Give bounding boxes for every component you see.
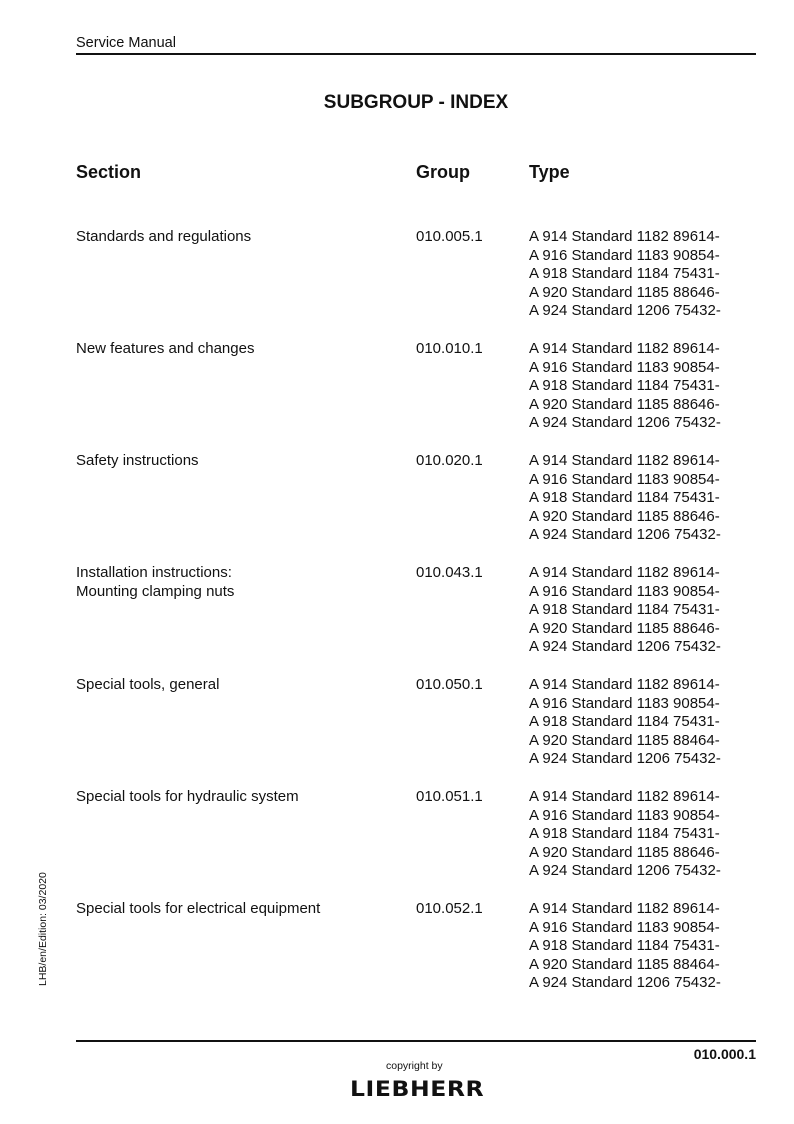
type-entry: A 920 Standard 1185 88464- — [529, 955, 720, 973]
type-entry: A 918 Standard 1184 75431- — [529, 601, 720, 619]
section-label: Standards and regulations — [76, 228, 252, 245]
type-entry: A 920 Standard 1185 88646- — [529, 843, 720, 861]
type-entry: A 924 Standard 1206 75432- — [529, 414, 721, 432]
type-list — [529, 228, 759, 321]
type-entry: A 914 Standard 1182 89614- — [529, 676, 720, 693]
type-entry: A 924 Standard 1206 75432- — [529, 862, 721, 880]
copyright-text: copyright by — [386, 1060, 443, 1072]
type-entry: A 914 Standard 1182 89614- — [529, 228, 720, 245]
header-title: Service Manual — [76, 35, 176, 51]
type-entry: A 914 Standard 1182 89614- — [529, 340, 720, 357]
type-entry: A 924 Standard 1206 75432- — [529, 302, 721, 320]
type-entry: A 916 Standard 1183 90854- — [529, 470, 720, 488]
section-label: Safety instructions — [76, 452, 199, 469]
type-entry: A 914 Standard 1182 89614- — [529, 788, 720, 805]
section-cell — [76, 900, 406, 919]
type-entry: A 918 Standard 1184 75431- — [529, 265, 720, 283]
section-label: New features and changes — [76, 340, 255, 357]
type-entry: A 916 Standard 1183 90854- — [529, 694, 720, 712]
type-entry: A 916 Standard 1183 90854- — [529, 582, 720, 600]
type-entry: A 916 Standard 1183 90854- — [529, 358, 720, 376]
type-list — [529, 452, 759, 545]
group-number: 010.005.1 — [416, 228, 483, 245]
type-entry: A 918 Standard 1184 75431- — [529, 937, 720, 955]
section-cell — [76, 564, 406, 601]
footer-rule — [76, 1040, 756, 1042]
page-number: 010.000.1 — [693, 1046, 756, 1062]
type-entry: A 916 Standard 1183 90854- — [529, 246, 720, 264]
type-entry: A 924 Standard 1206 75432- — [529, 974, 721, 992]
type-entry: A 924 Standard 1206 75432- — [529, 750, 721, 768]
column-header-section: Section — [76, 162, 142, 182]
type-entry: A 918 Standard 1184 75431- — [529, 489, 720, 507]
liebherr-logo: LIEBHERR — [350, 1077, 485, 1101]
type-entry: A 918 Standard 1184 75431- — [529, 713, 720, 731]
type-entry: A 916 Standard 1183 90854- — [529, 918, 720, 936]
type-entry: A 914 Standard 1182 89614- — [529, 900, 720, 917]
type-entry: A 924 Standard 1206 75432- — [529, 638, 721, 656]
section-cell — [76, 340, 406, 359]
group-number: 010.010.1 — [416, 340, 483, 357]
type-entry: A 916 Standard 1183 90854- — [529, 806, 720, 824]
type-list — [529, 564, 759, 657]
type-entry: A 914 Standard 1182 89614- — [529, 564, 720, 581]
type-entry: A 920 Standard 1185 88646- — [529, 395, 720, 413]
type-entry: A 924 Standard 1206 75432- — [529, 526, 721, 544]
section-label: Installation instructions: — [76, 564, 232, 581]
type-entry: A 920 Standard 1185 88646- — [529, 507, 720, 525]
type-entry: A 918 Standard 1184 75431- — [529, 377, 720, 395]
type-entry: A 918 Standard 1184 75431- — [529, 825, 720, 843]
section-cell — [76, 452, 406, 471]
group-number: 010.051.1 — [416, 788, 483, 805]
section-label: Mounting clamping nuts — [76, 582, 235, 600]
section-label: Special tools for hydraulic system — [76, 788, 299, 805]
group-number: 010.043.1 — [416, 564, 483, 581]
type-entry: A 920 Standard 1185 88646- — [529, 619, 720, 637]
column-header-type: Type — [529, 162, 570, 182]
section-cell — [76, 788, 406, 807]
type-entry: A 920 Standard 1185 88464- — [529, 731, 720, 749]
type-list — [529, 788, 759, 881]
group-number: 010.052.1 — [416, 900, 483, 917]
section-cell — [76, 676, 406, 695]
type-list — [529, 340, 759, 433]
type-entry: A 914 Standard 1182 89614- — [529, 452, 720, 469]
column-header-group: Group — [416, 162, 470, 182]
type-list — [529, 900, 759, 993]
page-title: SUBGROUP - INDEX — [323, 92, 509, 113]
section-label: Special tools, general — [76, 676, 220, 693]
type-entry: A 920 Standard 1185 88646- — [529, 283, 720, 301]
group-number: 010.050.1 — [416, 676, 483, 693]
header-rule — [76, 53, 756, 55]
type-list — [529, 676, 759, 769]
edition-side-text: LHB/en/Edition: 03/2020 — [37, 872, 49, 986]
group-number: 010.020.1 — [416, 452, 483, 469]
section-label: Special tools for electrical equipment — [76, 900, 321, 917]
section-cell — [76, 228, 406, 247]
